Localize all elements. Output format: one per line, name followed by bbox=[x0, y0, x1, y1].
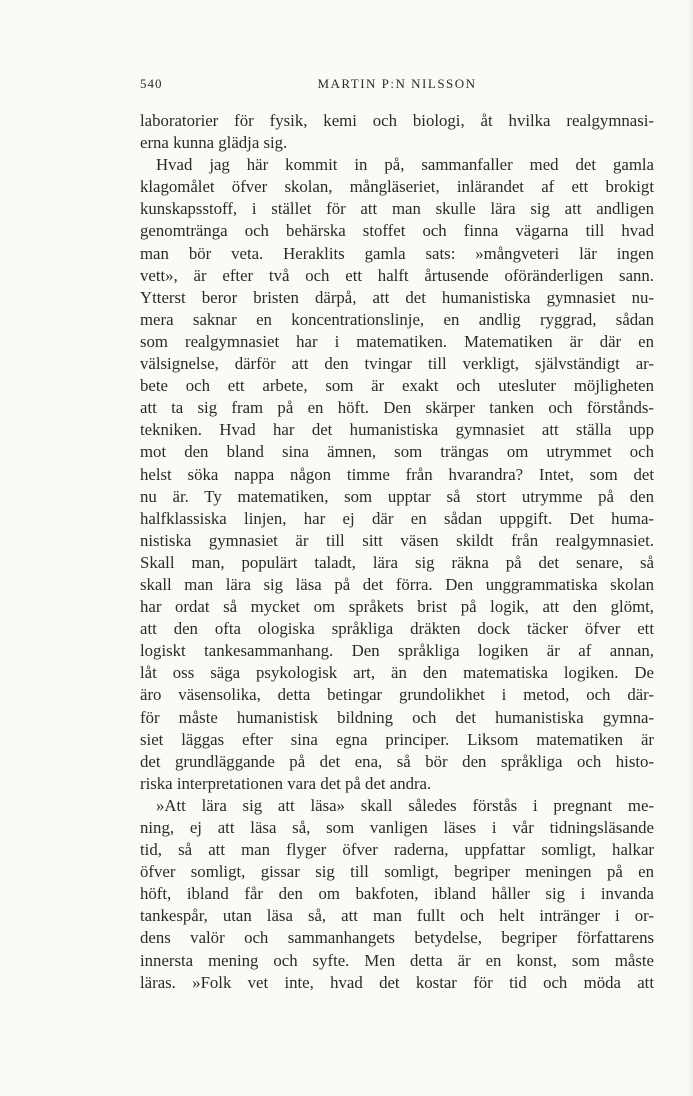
text-line: »Att lära sig att läsa» skall således förstås i pregnant me- bbox=[156, 795, 654, 815]
text-line: har ordat så mycket om språkets brist på logik, att den glömt, bbox=[140, 597, 654, 617]
text-line: låt oss säga psykologisk art, än den matematiska logiken. De bbox=[140, 663, 654, 683]
running-title: MARTIN P:N NILSSON bbox=[317, 76, 477, 91]
text-line: bete och ett arbete, som är exakt och utesluter möjligheten bbox=[140, 376, 654, 396]
text-line: för måste humanistisk bildning och det humanistiska gymna- bbox=[140, 707, 654, 727]
text-line: som realgymnasiet har i matematiken. Matematiken är där en bbox=[140, 331, 654, 351]
text-line: kunskapsstoff, i stället för att man skulle lära sig att andligen bbox=[140, 199, 654, 219]
text-line: mera saknar en koncentrationslinje, en andlig ryggrad, sådan bbox=[140, 309, 654, 329]
text-line: vett», är efter två och ett halft årtusende oföränderligen sann. bbox=[140, 265, 654, 285]
text-line: riska interpretationen vara det på det andra. bbox=[140, 773, 432, 793]
text-line: genomtränga och behärska stoffet och finna vägarna till hvad bbox=[140, 221, 654, 241]
text-line: öfver somligt, gissar sig till somligt, begriper meningen på en bbox=[140, 862, 654, 882]
running-head bbox=[140, 76, 654, 96]
text-line: det grundläggande på det ena, så bör den språkliga och histo- bbox=[140, 751, 654, 771]
text-line: dens valör och sammanhangets betydelse, begriper författarens bbox=[140, 928, 654, 948]
page-number: 540 bbox=[140, 76, 163, 91]
page-edge-shadow bbox=[687, 0, 693, 1096]
text-line: skall man lära sig läsa på det förra. Den unggrammatiska skolan bbox=[140, 574, 654, 594]
text-line: man bör veta. Heraklits gamla sats: »mångveteri lär ingen bbox=[140, 243, 654, 263]
text-line: laboratorier för fysik, kemi och biologi, åt hvilka realgymnasi- bbox=[140, 111, 654, 130]
text-line: att ta sig fram på en höft. Den skärper tanken och förstånds- bbox=[140, 398, 654, 418]
text-line: tid, så att man flyger öfver raderna, uppfattar somligt, halkar bbox=[140, 840, 654, 860]
text-line: erna kunna glädja sig. bbox=[140, 133, 288, 153]
text-line: siet läggas efter sina egna principer. Liksom matematiken är bbox=[140, 729, 654, 749]
text-line: tekniken. Hvad har det humanistiska gymnasiet att ställa upp bbox=[140, 420, 654, 440]
text-line: höft, ibland får den om bakfoten, ibland håller sig i invanda bbox=[140, 884, 654, 904]
text-line: logiskt tankesammanhang. Den språkliga logiken är af annan, bbox=[140, 641, 654, 661]
text-line: läras. »Folk vet inte, hvad det kostar för tid och möda att bbox=[140, 972, 654, 992]
text-line: Skall man, populärt taladt, lära sig räkna på det senare, så bbox=[140, 552, 654, 572]
text-line: välsignelse, därför att den tvingar till verkligt, självständigt ar- bbox=[140, 354, 654, 374]
text-line: nu är. Ty matematiken, som upptar så stort utrymme på den bbox=[140, 486, 654, 506]
text-line: att den ofta ologiska språkliga dräkten dock täcker öfver ett bbox=[140, 619, 654, 639]
text-line: innersta mening och syfte. Men detta är en konst, som måste bbox=[140, 950, 654, 970]
text-line: Hvad jag här kommit in på, sammanfaller med det gamla bbox=[156, 155, 654, 175]
text-line: helst söka nappa någon timme från hvarandra? Intet, som det bbox=[140, 464, 654, 484]
text-line: halfklassiska linjen, har ej där en sådan uppgift. Det huma- bbox=[140, 508, 654, 528]
text-line: ning, ej att läsa så, som vanligen läses i vår tidningsläsande bbox=[140, 818, 654, 837]
text-line: Ytterst beror bristen därpå, att det humanistiska gymnasiet nu- bbox=[140, 287, 654, 307]
text-line: tankespår, utan läsa så, att man fullt och helt intränger i or- bbox=[140, 906, 654, 926]
text-line: nistiska gymnasiet är till sitt väsen skildt från realgymnasiet. bbox=[140, 530, 654, 550]
text-line: äro väsensolika, detta betingar grundolikhet i metod, och där- bbox=[140, 685, 654, 705]
text-line: klagomålet öfver skolan, mångläseriet, inlärandet af ett brokigt bbox=[140, 177, 654, 197]
body-text bbox=[140, 110, 654, 994]
text-line: mot den bland sina ämnen, som trängas om utrymmet och bbox=[140, 442, 654, 462]
